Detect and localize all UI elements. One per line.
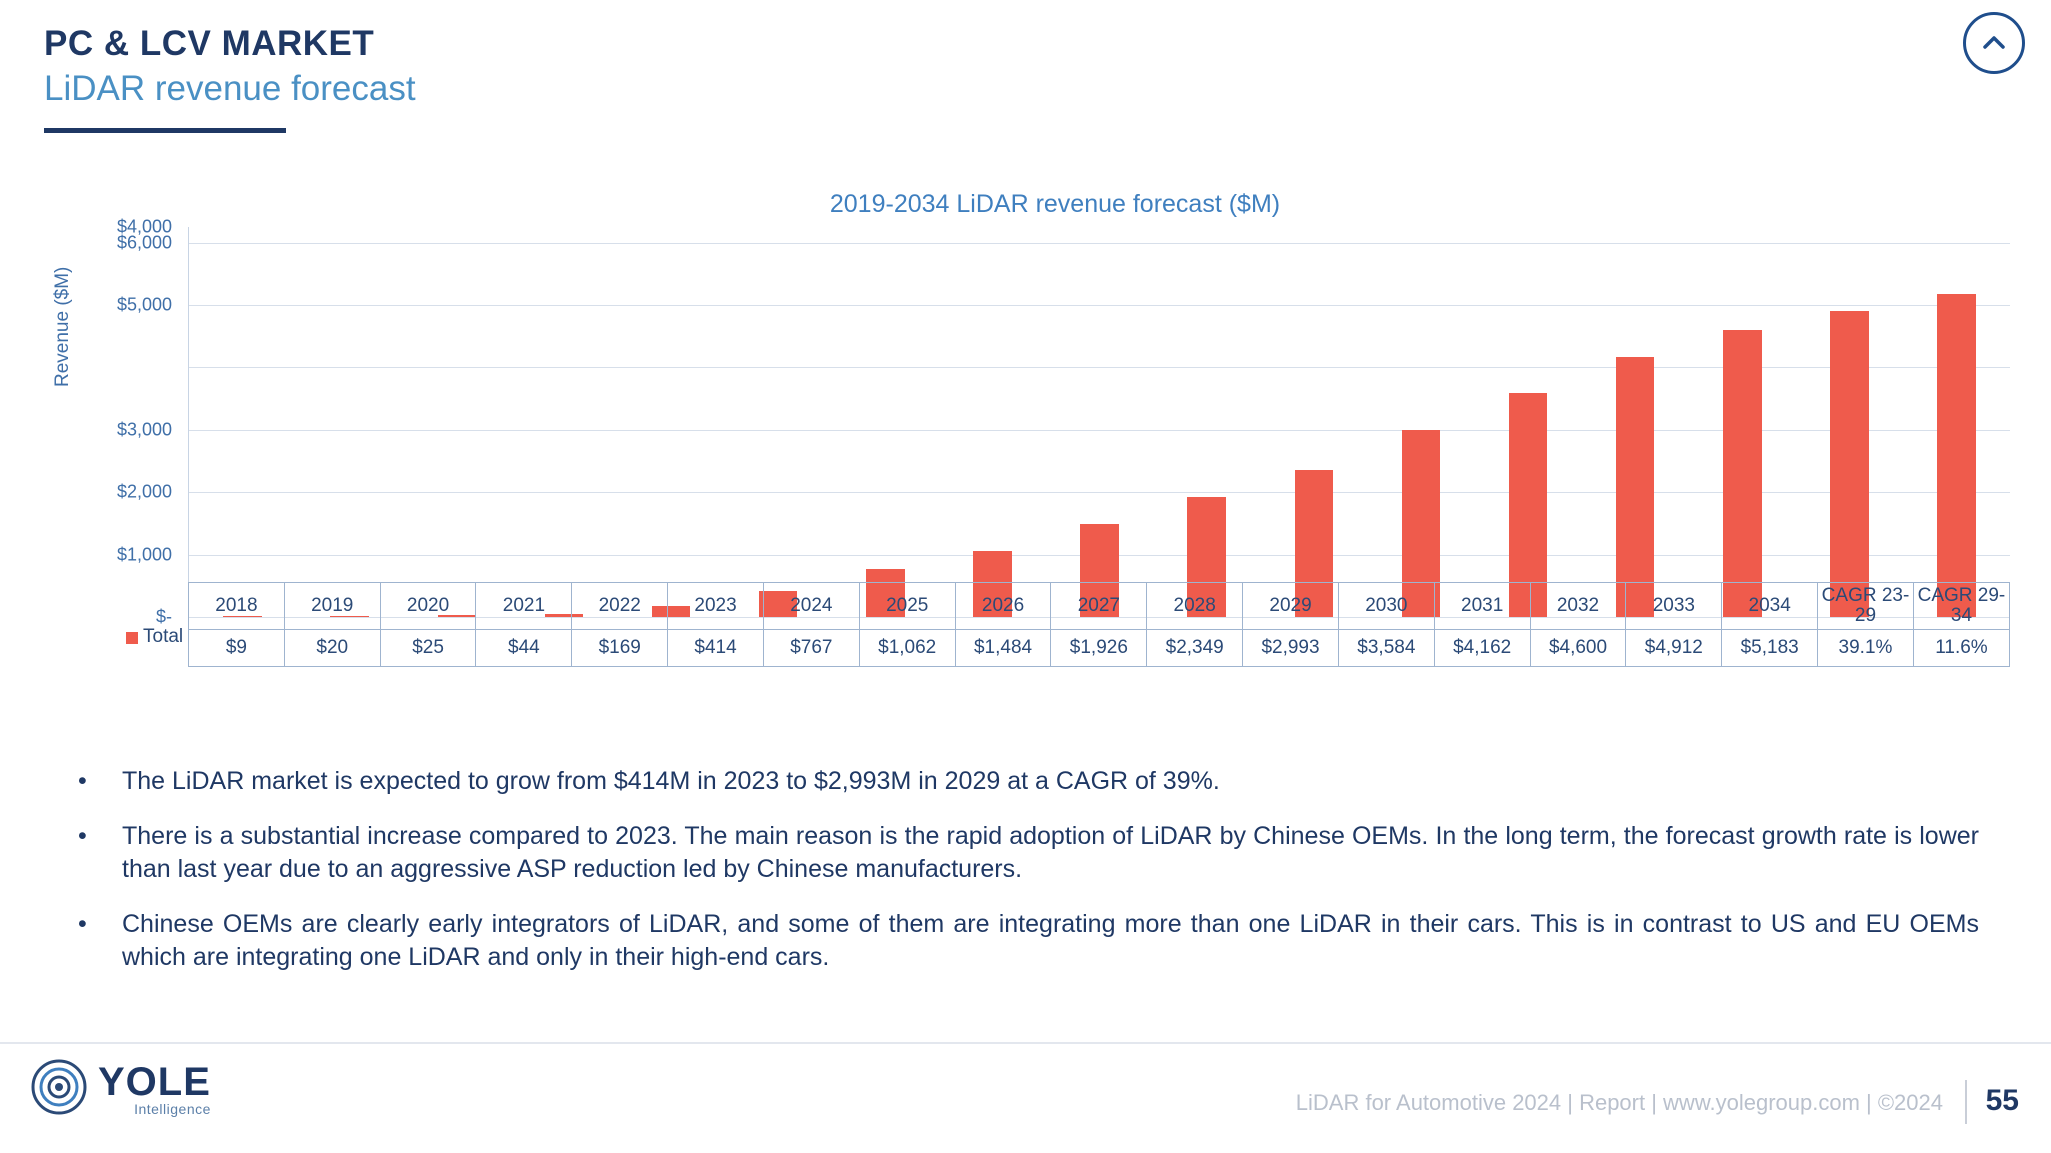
logo-wordmark: YOLE: [98, 1059, 211, 1104]
bar-cell: [618, 227, 725, 617]
bar: [1830, 311, 1869, 618]
bar-cell: [725, 227, 832, 617]
bar-cell: [1153, 227, 1260, 617]
page-number: 55: [1985, 1084, 2019, 1117]
table-header-year: 2033: [1626, 583, 1722, 630]
table-header-year: 2031: [1434, 583, 1530, 630]
chart-container: [30, 190, 2020, 720]
table-cell-value: $2,993: [1243, 630, 1339, 667]
table-header-year: 2021: [476, 583, 572, 630]
table-header-cagr: CAGR 29- 34: [1913, 583, 2009, 630]
table-header-year: 2029: [1243, 583, 1339, 630]
plot-area: [188, 227, 2010, 617]
chart-title: 2019-2034 LiDAR revenue forecast ($M): [829, 190, 1281, 218]
y-tick-label: $-: [155, 606, 172, 627]
table-cell-value: $25: [380, 630, 476, 667]
table-header-year: 2024: [763, 583, 859, 630]
table-cell-value: $414: [668, 630, 764, 667]
yole-logo: [30, 1058, 211, 1121]
bar: [1937, 294, 1976, 617]
table-cell-value: $44: [476, 630, 572, 667]
bar-series: [189, 227, 2010, 617]
bullet-marker: •: [78, 910, 87, 938]
table-cell-value: $169: [572, 630, 668, 667]
table-header-year: 2027: [1051, 583, 1147, 630]
table-header-year: 2022: [572, 583, 668, 630]
chevron-up-circle-icon[interactable]: [1963, 12, 2025, 74]
table-cell-value: $1,484: [955, 630, 1051, 667]
bar-cell: [1796, 227, 1903, 617]
bullet-marker: •: [78, 767, 87, 795]
bullet-text: There is a substantial increase compared to 2023. The main reason is the rapid adoption of LiDAR by Chinese OEMs. In the long term, the forecast growth rate is lower than last year due to an aggressive ASP reduction led by Chinese manufacturers.: [122, 822, 1979, 883]
list-item: [78, 820, 1979, 886]
table-cell-value: $5,183: [1722, 630, 1818, 667]
list-item: [78, 908, 1979, 974]
y-tick-label: $6,000: [116, 232, 172, 253]
bar-cell: [1582, 227, 1689, 617]
table-header-year: 2034: [1722, 583, 1818, 630]
legend-label-total: Total: [143, 626, 184, 647]
table-header-year: 2028: [1147, 583, 1243, 630]
chart-data-table: [188, 582, 2010, 667]
footer-meta: LiDAR for Automotive 2024 | Report | www.yolegroup.com | ©2024: [1295, 1090, 1943, 1115]
bar-cell: [832, 227, 939, 617]
table-header-cagr: CAGR 23- 29: [1818, 583, 1914, 630]
footer-separator: [1965, 1080, 1967, 1124]
page-subtitle: LiDAR revenue forecast: [44, 69, 416, 109]
bar-cell: [403, 227, 510, 617]
table-cell-value: $4,162: [1434, 630, 1530, 667]
bullet-list: [78, 765, 1979, 996]
table-cell-cagr: 39.1%: [1818, 630, 1914, 667]
y-tick-label: $3,000: [116, 419, 172, 440]
legend-swatch-total: [126, 632, 138, 644]
bullet-text: Chinese OEMs are clearly early integrators of LiDAR, and some of them are integrating more than one LiDAR in their cars. This is in contrast to US and EU OEMs which are integrating one LiDAR and only in their high-end cars.: [122, 910, 1979, 971]
table-cell-value: $767: [763, 630, 859, 667]
y-axis-label: Revenue ($M): [52, 266, 73, 387]
table-cell-value: $2,349: [1147, 630, 1243, 667]
bar-cell: [510, 227, 617, 617]
table-cell-value: $4,912: [1626, 630, 1722, 667]
table-header-year: 2026: [955, 583, 1051, 630]
bar-cell: [1046, 227, 1153, 617]
table-header-year: 2018: [189, 583, 285, 630]
bar: [1616, 357, 1655, 617]
table-cell-cagr: 11.6%: [1913, 630, 2009, 667]
legend: [126, 626, 183, 648]
y-tick-label: $5,000: [116, 294, 172, 315]
table-row-values: [189, 630, 2010, 667]
y-tick-label: $2,000: [116, 481, 172, 502]
table-header-year: 2030: [1338, 583, 1434, 630]
chart-plot-row: [30, 216, 2020, 627]
bar-cell: [1367, 227, 1474, 617]
bar: [1723, 330, 1762, 617]
slide-header: [44, 24, 416, 133]
table-header-year: 2019: [284, 583, 380, 630]
spiral-logo-icon: [30, 1058, 88, 1121]
bar-cell: [1475, 227, 1582, 617]
table-row-years: [189, 583, 2010, 630]
table-cell-value: $1,062: [859, 630, 955, 667]
table-cell-value: $1,926: [1051, 630, 1147, 667]
table-cell-value: $20: [284, 630, 380, 667]
page-title: PC & LCV MARKET: [44, 24, 375, 63]
table-header-year: 2023: [668, 583, 764, 630]
table-header-year: 2032: [1530, 583, 1626, 630]
table-cell-value: $3,584: [1338, 630, 1434, 667]
bullet-text: The LiDAR market is expected to grow from $414M in 2023 to $2,993M in 2029 at a CAGR of 39%.: [122, 767, 1220, 795]
footer-divider: [0, 1042, 2051, 1044]
bullet-marker: •: [78, 822, 87, 850]
table-header-year: 2020: [380, 583, 476, 630]
table-cell-value: $9: [189, 630, 285, 667]
bar-cell: [939, 227, 1046, 617]
table-header-year: 2025: [859, 583, 955, 630]
y-axis-ticks: [90, 216, 180, 627]
bar-cell: [1260, 227, 1367, 617]
bar-cell: [296, 227, 403, 617]
title-underline: [44, 128, 286, 133]
bar-cell: [1689, 227, 1796, 617]
logo-subtext: Intelligence: [134, 1100, 211, 1117]
bar-cell: [1903, 227, 2010, 617]
y-tick-label: $4,000: [116, 216, 172, 237]
y-tick-label: $1,000: [116, 544, 172, 565]
table-cell-value: $4,600: [1530, 630, 1626, 667]
list-item: [78, 765, 1979, 798]
bar-cell: [189, 227, 296, 617]
